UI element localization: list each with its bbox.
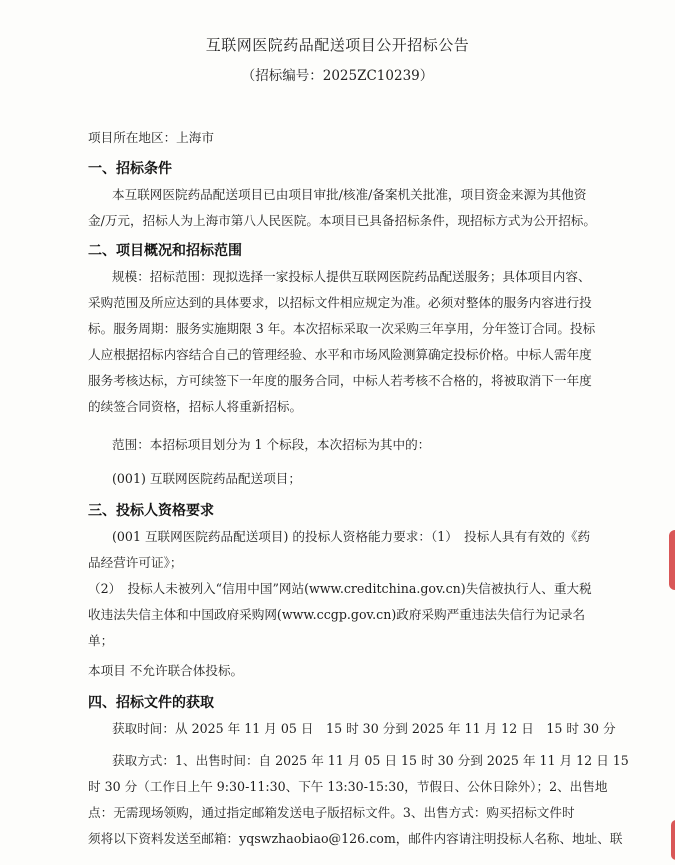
section-heading-1: 一、招标条件	[88, 161, 172, 177]
paragraph-line: 金/万元，招标人为上海市第八人民医院。本项目已具备招标条件，现招标方式为公开招标。	[88, 213, 596, 228]
paragraph-line: 点：无需现场领购，通过指定邮箱发送电子版招标文件。3、出售方式：购买招标文件时	[88, 805, 575, 820]
red-stamp-edge	[669, 530, 675, 590]
paragraph-line: 标。服务周期：服务实施期限 3 年。本次招标采取一次采购三年享用，分年签订合同。投标	[88, 321, 596, 336]
tender-number: （招标编号：2025ZC10239）	[241, 68, 434, 84]
paragraph-line: 品经营许可证》；	[88, 555, 183, 570]
paragraph-line: 范围：本招标项目划分为 1 个标段，本次招标为其中的：	[112, 437, 431, 452]
paragraph-line: 本互联网医院药品配送项目已由项目审批/核准/备案机关批准，项目资金来源为其他资	[112, 187, 587, 202]
paragraph-line: (001 互联网医院药品配送项目) 的投标人资格能力要求：（1） 投标人具有有效的《药	[112, 529, 591, 544]
paragraph-line: 本项目 不允许联合体投标。	[88, 663, 244, 678]
paragraph-line: （2） 投标人未被列入“信用中国”网站(www.creditchina.gov.cn)失信被执行人、重大税	[88, 581, 592, 596]
paragraph-line: 规模：招标范围：现拟选择一家投标人提供互联网医院药品配送服务；具体项目内容、	[112, 269, 591, 284]
paragraph-line: 须将以下资料发送至邮箱：yqswzhaobiao@126.com，邮件内容请注明投标人名称、地址、联	[88, 831, 623, 846]
paragraph-line: 收违法失信主体和中国政府采购网(www.ccgp.gov.cn)政府采购严重违法失信行为记录名	[88, 607, 586, 622]
paragraph-line: 时 30 分（工作日上午 9:30-11:30、下午 13:30-15:30，节假日、公休日除外）；2、出售地	[88, 779, 608, 794]
paragraph-line: 采购范围及所应达到的具体要求，以招标文件相应规定为准。必须对整体的服务内容进行投	[88, 295, 592, 310]
doc-title: 互联网医院药品配送项目公开招标公告	[205, 36, 470, 54]
red-stamp-edge	[671, 820, 675, 860]
paragraph-line: 人应根据招标内容结合自己的管理经验、水平和市场风险测算确定投标价格。中标人需年度	[88, 347, 592, 362]
paragraph-line: 获取时间：从 2025 年 11 月 05 日 15 时 30 分到 2025 年 11 月 12 日 15 时 30 分	[112, 721, 616, 736]
section-heading-4: 四、招标文件的获取	[88, 695, 214, 711]
paragraph-line: 获取方式：1、出售时间：自 2025 年 11 月 05 日 15 时 30 分到 2025 年 11 月 12 日 15	[112, 753, 629, 768]
paragraph-line: 服务考核达标，方可续签下一年度的服务合同，中标人若考核不合格的，将被取消下一年度	[88, 373, 592, 388]
project-location: 项目所在地区：上海市	[88, 130, 214, 145]
paragraph-line: (001) 互联网医院药品配送项目；	[112, 471, 301, 486]
section-heading-3: 三、投标人资格要求	[88, 503, 214, 519]
paragraph-line: 单；	[88, 633, 114, 648]
paragraph-line: 的续签合同资格，招标人将重新招标。	[88, 399, 303, 414]
section-heading-2: 二、项目概况和招标范围	[88, 243, 242, 259]
